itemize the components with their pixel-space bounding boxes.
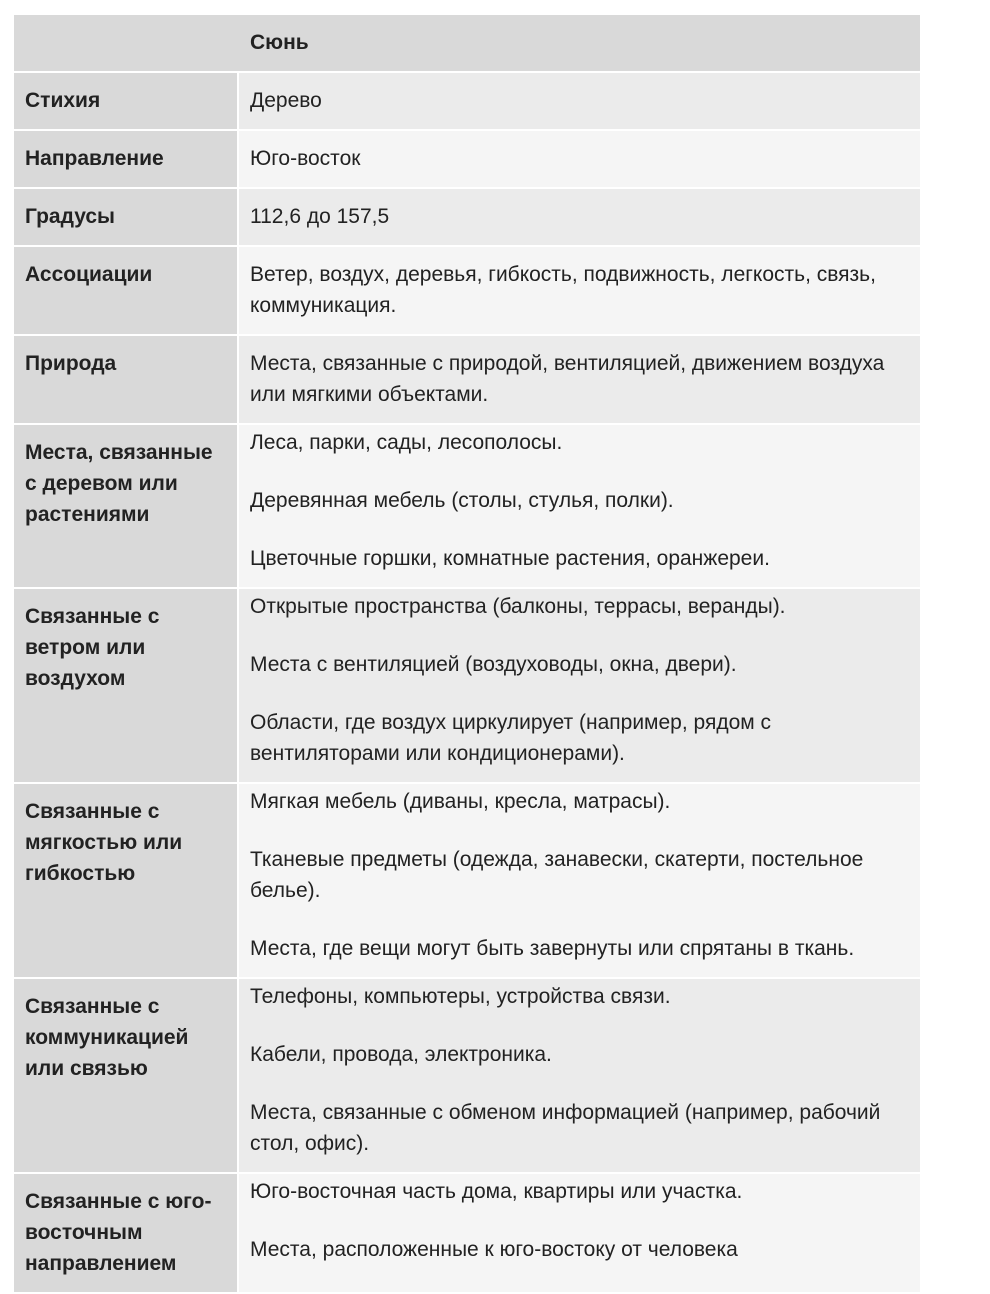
value-paragraph: Деревянная мебель (столы, стулья, полки). [250, 489, 674, 512]
row-label: Места, связанные с деревом или растениями [14, 425, 239, 587]
table-row [14, 1174, 920, 1294]
table-row [14, 589, 920, 784]
header-label-cell [14, 15, 239, 71]
row-value [239, 131, 920, 187]
table-row [14, 336, 920, 425]
value-paragraph: Места, расположенные к юго-востоку от человека [250, 1238, 738, 1261]
row-value [239, 1174, 920, 1292]
value-paragraph: Места, где вещи могут быть завернуты или спрятаны в ткань. [250, 937, 855, 960]
table-row [14, 979, 920, 1174]
value-paragraph: 112,6 до 157,5 [250, 205, 390, 228]
row-label: Ассоциации [14, 247, 239, 334]
value-paragraph: Открытые пространства (балконы, террасы, веранды). [250, 595, 786, 618]
table-row [14, 131, 920, 189]
value-paragraph: Юго-восточная часть дома, квартиры или участка. [250, 1180, 743, 1203]
row-label: Связанные с коммуникацией или связью [14, 979, 239, 1172]
value-paragraph: Юго-восток [250, 147, 361, 170]
header-title-cell: Сюнь [239, 15, 920, 71]
table-body [14, 73, 920, 1294]
table-header-row [14, 15, 920, 73]
value-paragraph: Дерево [250, 89, 322, 112]
attributes-table [14, 15, 920, 1294]
row-label: Связанные с ветром или воздухом [14, 589, 239, 782]
value-paragraph: Кабели, провода, электроника. [250, 1043, 552, 1066]
value-paragraph: Области, где воздух циркулирует (например, рядом с вентиляторами или кондиционерами). [250, 711, 772, 765]
value-paragraph: Мягкая мебель (диваны, кресла, матрасы). [250, 790, 671, 813]
table-row [14, 73, 920, 131]
table-row [14, 425, 920, 589]
row-value [239, 189, 920, 245]
row-value [239, 336, 920, 423]
row-label: Стихия [14, 73, 239, 129]
value-paragraph: Леса, парки, сады, лесополосы. [250, 431, 563, 454]
value-paragraph: Ветер, воздух, деревья, гибкость, подвижность, легкость, связь, коммуникация. [250, 263, 876, 317]
value-paragraph: Тканевые предметы (одежда, занавески, скатерти, постельное белье). [250, 848, 864, 902]
row-label: Связанные с юго-восточным направлением [14, 1174, 239, 1292]
row-label: Направление [14, 131, 239, 187]
row-label: Связанные с мягкостью или гибкостью [14, 784, 239, 977]
row-value [239, 784, 920, 977]
value-paragraph: Места, связанные с обменом информацией (например, рабочий стол, офис). [250, 1101, 881, 1155]
value-paragraph: Места, связанные с природой, вентиляцией, движением воздуха или мягкими объектами. [250, 352, 885, 406]
row-value [239, 425, 920, 587]
row-label: Градусы [14, 189, 239, 245]
row-value [239, 589, 920, 782]
value-paragraph: Места с вентиляцией (воздуховоды, окна, двери). [250, 653, 737, 676]
value-paragraph: Цветочные горшки, комнатные растения, оранжереи. [250, 547, 770, 570]
row-label: Природа [14, 336, 239, 423]
table-row [14, 189, 920, 247]
value-paragraph: Телефоны, компьютеры, устройства связи. [250, 985, 671, 1008]
row-value [239, 73, 920, 129]
table-row [14, 247, 920, 336]
table-row [14, 784, 920, 979]
row-value [239, 979, 920, 1172]
row-value [239, 247, 920, 334]
